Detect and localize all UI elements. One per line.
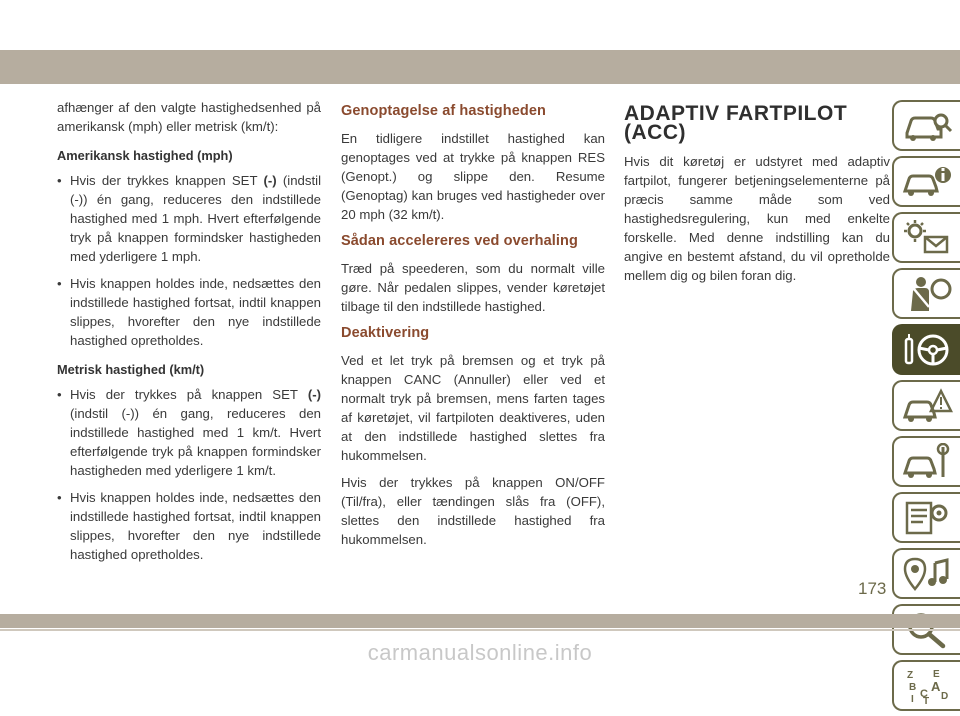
paragraph: Ved et let tryk på bremsen og et tryk på knappen CANC (Annuller) eller ved et normalt tryk på bremsen, mens farten tages af køretøjet, vil fartpiloten deaktiveres, uden at den indstillede hastighed slettes fra hukommelsen. [341,353,605,463]
bullet-item: • Hvis knappen holdes inde, nedsættes den indstillede hastighed fortsat, indtil knappen slippes, hvorefter den nye indstillede hastighed opretholdes. [57,490,321,562]
paragraph: En tidligere indstillet hastighed kan genoptages ved at trykke på knappen RES (Genopt.) og slippe den. Resume (Genoptag) kan bruges ved hastigheder over 20 mph (32 km/t). [341,131,605,222]
index-letter: I [911,693,914,705]
bullet-text: Hvis der trykkes på knappen SET [70,387,308,402]
watermark: carmanualsonline.info [367,640,593,665]
header-band [0,50,960,84]
page-number: 173 [858,579,887,598]
seatbelt-airbag-icon [901,275,953,313]
intro-text: afhænger af den valgte hastighedsenhed på amerikansk (mph) eller metrisk (km/t): [57,100,321,134]
heading-deactivation: Deaktivering [341,325,430,341]
paragraph: Træd på speederen, som du normalt ville gøre. Når pedalen slippes, vender køretøjet tilbage til den indstillede hastighed. [341,261,605,314]
index-letter: C [920,687,928,700]
column-middle [341,98,605,557]
paragraph: Hvis der trykkes på knappen ON/OFF (Til/fra), eller tændingen slås fra (OFF), slettes den indstillede hastighed fra hukommelsen. [341,475,605,547]
tab-car-warning[interactable] [892,380,960,431]
car-info-icon [901,163,953,201]
tab-steering-wheel[interactable] [892,324,960,375]
tab-specifications[interactable] [892,492,960,543]
car-search-icon [901,107,953,145]
tab-car-search[interactable] [892,100,960,151]
index-letter: T [923,695,930,705]
bullet-text: (indstil (-)) én gang, reduceres den indstillede hastighed med 1 km/t. Hvert efterfølgende tryk på knappen formindsker hastigheden med yderligere 1 km/t. [70,406,321,478]
bullet-item: • Hvis der trykkes på knappen SET (-) (indstil (-)) én gang, reduceres den indstillede hastighed med 1 km/t. Hvert efterfølgende tryk på knappen formindsker hastigheden med yderligere 1 km/t. [57,387,321,478]
bullet-text: Hvis knappen holdes inde, nedsættes den indstillede hastighed fortsat, indtil knappen slippes, hvorefter den nye indstillede hastighed opretholdes. [70,490,321,562]
heading-resume: Genoptagelse af hastigheden [341,103,546,119]
column-right [624,98,890,293]
footer-line [0,629,960,631]
bullet-text: (indstil (-)) én gang, reduceres den indstillede hastighed med 1 mph. Hvert efterfølgende tryk på knappen formindsker hastigheden med yderligere 1 mph. [70,173,321,264]
set-label: (-) [307,387,321,402]
index-letter: B [909,681,917,693]
tab-multimedia[interactable] [892,548,960,599]
specifications-gear-icon [901,499,953,537]
index-letter: Z [907,669,914,681]
tab-seatbelt-airbag[interactable] [892,268,960,319]
tab-car-service[interactable] [892,436,960,487]
tab-car-info[interactable] [892,156,960,207]
heading-accelerate: Sådan accelereres ved overhaling [341,233,578,249]
section-title: ADAPTIV FARTPILOT (ACC) [624,102,848,144]
paragraph: Hvis dit køretøj er udstyret med adaptiv fartpilot, fungerer betjeningselementerne på præcis samme måde som ved hastighedsregulering, kun med enkelte forskelle. Med denne indstilling kan du angive en bestemt afstand, du vil opretholde mellem dig og bilen foran dig. [624,154,890,283]
subheading-mph: Amerikansk hastighed (mph) [57,148,233,163]
index-letter: D [941,690,949,702]
warning-lights-message-icon [901,219,953,257]
footer-band [0,614,960,628]
alphabetical-index-icon [901,667,953,705]
car-service-tools-icon [901,443,953,481]
bullet-text: Hvis der trykkes knappen SET [70,173,264,188]
bullet-text: Hvis knappen holdes inde, nedsættes den indstillede hastighed fortsat, indtil knappen slippes, hvorefter den nye indstillede hastighed opretholdes. [70,276,321,348]
tab-warning-lights[interactable] [892,212,960,263]
multimedia-music-icon [901,555,953,593]
bullet-item: • Hvis der trykkes knappen SET (-) (indstil (-)) én gang, reduceres den indstillede hastighed med 1 mph. Hvert efterfølgende tryk på knappen formindsker hastigheden med yderligere 1 mph. [57,173,321,264]
subheading-kmh: Metrisk hastighed (km/t) [57,362,205,377]
bullet-item: • Hvis knappen holdes inde, nedsættes den indstillede hastighed fortsat, indtil knappen slippes, hvorefter den nye indstillede hastighed opretholdes. [57,276,321,348]
tab-alphabetical-index[interactable] [892,660,960,711]
index-letter: A [931,678,941,694]
steering-wheel-icon [901,331,953,369]
set-label: (-) [263,173,277,188]
car-warning-triangle-icon [901,387,953,425]
index-letter: E [933,668,940,680]
column-left [57,98,321,572]
